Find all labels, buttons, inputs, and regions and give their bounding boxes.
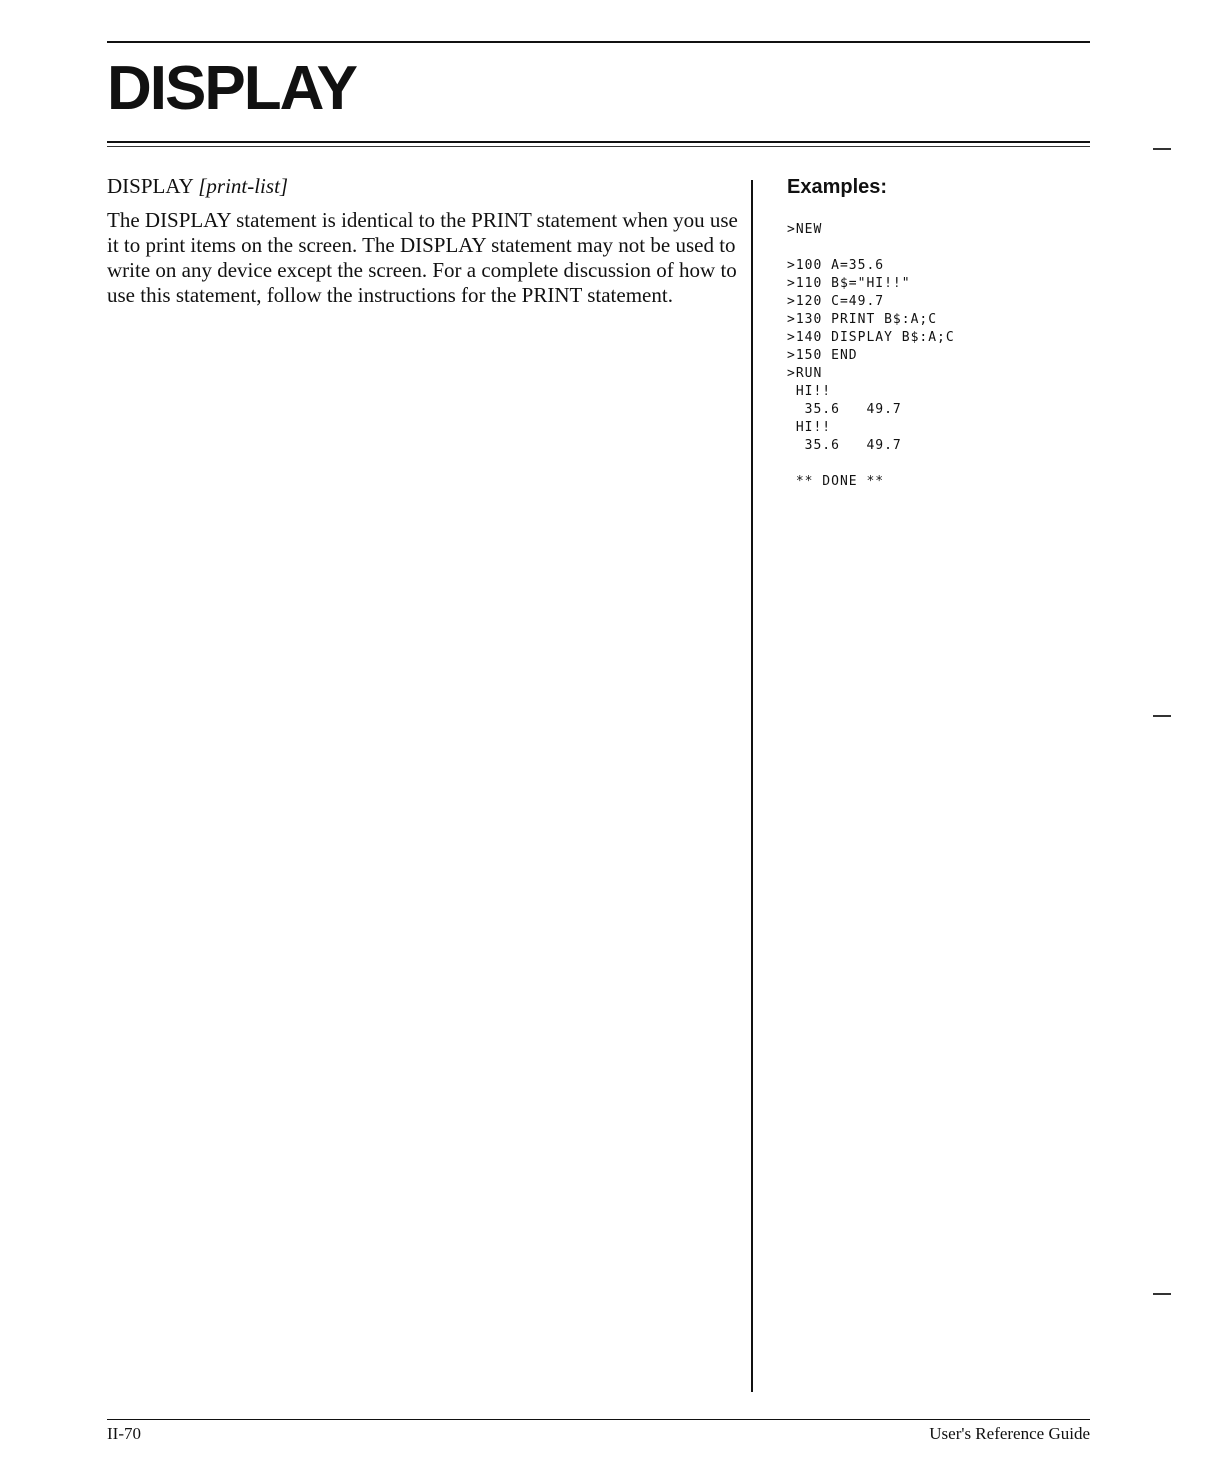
code-line <box>787 239 955 257</box>
description-paragraph: The DISPLAY statement is identical to the PRINT statement when you use it to print items on the screen. The DISPLAY statement may not be used to write on any device except the screen. For a complete discussion of how to use this statement, follow the instructions for the PRINT statement. <box>107 208 738 307</box>
code-line: >NEW <box>787 222 823 237</box>
page-title: DISPLAY <box>107 54 357 123</box>
footer-rule <box>107 1419 1090 1420</box>
top-rule <box>107 41 1090 43</box>
code-line: HI!! <box>787 420 832 435</box>
title-rule <box>107 141 1090 143</box>
code-listing <box>787 221 955 491</box>
title-rule-secondary <box>107 146 1090 147</box>
syntax-line <box>107 172 288 200</box>
page-edge-mark <box>1153 1293 1171 1295</box>
page-number: II-70 <box>107 1424 141 1443</box>
code-line: >RUN <box>787 366 823 381</box>
code-line: >150 END <box>787 348 858 363</box>
guide-name: User's Reference Guide <box>929 1424 1090 1443</box>
code-line: 35.6 49.7 <box>787 402 902 417</box>
code-line: ** DONE ** <box>787 474 885 489</box>
column-divider <box>751 180 753 1392</box>
examples-heading: Examples: <box>787 176 888 198</box>
code-line: HI!! <box>787 384 832 399</box>
page-edge-mark <box>1153 715 1171 717</box>
syntax-param: [print-list] <box>198 174 289 198</box>
page-edge-mark <box>1153 148 1171 150</box>
code-line <box>787 455 955 473</box>
code-line: >110 B$="HI!!" <box>787 276 911 291</box>
code-line: >140 DISPLAY B$:A;C <box>787 330 955 345</box>
code-line: >100 A=35.6 <box>787 258 885 273</box>
syntax-keyword: DISPLAY <box>107 174 193 198</box>
code-line: 35.6 49.7 <box>787 438 902 453</box>
code-line: >120 C=49.7 <box>787 294 885 309</box>
code-line: >130 PRINT B$:A;C <box>787 312 938 327</box>
